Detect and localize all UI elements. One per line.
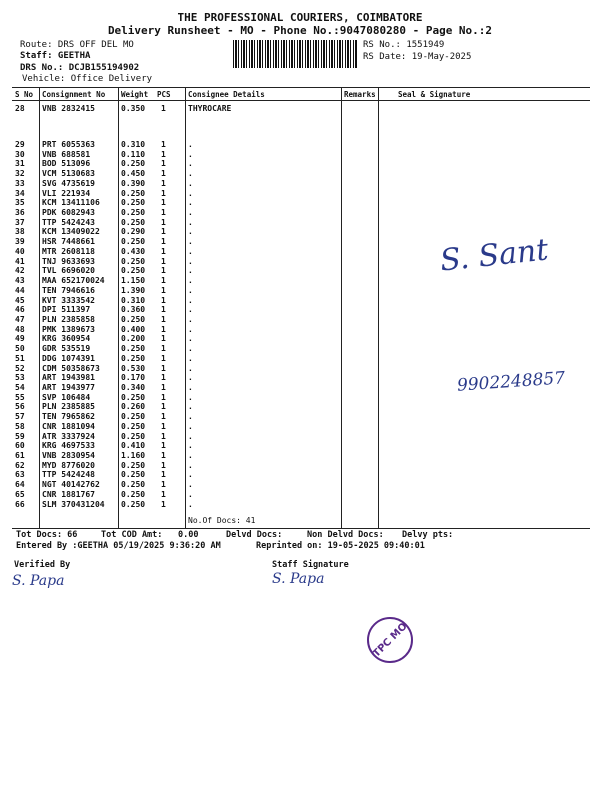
cell-sno: 34: [15, 188, 25, 198]
cell-sno: 57: [15, 412, 25, 422]
cell-pcs: 1: [161, 451, 166, 461]
cell-cons: TEN 7965862: [42, 412, 95, 422]
cell-details: .: [188, 305, 193, 315]
col-header-remarks: Remarks: [344, 90, 376, 99]
cell-wt: 0.390: [121, 178, 146, 188]
cell-pcs: 1: [161, 324, 166, 334]
runsheet-subtitle: Delivery Runsheet - MO - Phone No.:9047080280 - Page No.:2: [107, 24, 493, 37]
cell-cons: CNR 1881094: [42, 421, 95, 431]
cell-sno: 44: [15, 285, 25, 295]
cell-details: .: [188, 334, 193, 344]
cell-cons: BOD 513096: [42, 159, 91, 169]
cell-cons: VLI 221934: [42, 188, 91, 198]
cell-pcs: 1: [161, 266, 166, 276]
cell-details: .: [188, 412, 193, 422]
table-row: [12, 480, 341, 490]
cell-wt: 1.160: [121, 451, 146, 461]
cell-cons: VNB 688581: [42, 149, 91, 159]
cell-sno: 38: [15, 227, 25, 237]
cell-sno: 52: [15, 363, 25, 373]
barcode-image: [233, 40, 357, 68]
table-row: [12, 393, 341, 403]
cell-sno: 31: [15, 159, 25, 169]
cell-details: .: [188, 314, 193, 324]
cell-wt: 0.250: [121, 198, 146, 208]
cell-details: .: [188, 441, 193, 451]
cell-wt: 0.310: [121, 295, 146, 305]
cell-cons: MAA 652170024: [42, 276, 105, 286]
route-label: Route: DRS OFF DEL MO: [20, 40, 134, 50]
cell-wt: 0.170: [121, 373, 146, 383]
cell-details: .: [188, 421, 193, 431]
cell-pcs: 1: [161, 246, 166, 256]
cell-pcs: 1: [161, 295, 166, 305]
table-row: [12, 189, 341, 199]
cell-wt: 0.200: [121, 334, 146, 344]
cell-details: .: [188, 266, 193, 276]
cell-cons: KRG 360954: [42, 334, 91, 344]
cell-pcs: 1: [161, 460, 166, 470]
cell-details: .: [188, 392, 193, 402]
cell-sno: 59: [15, 431, 25, 441]
cell-wt: 0.250: [121, 217, 146, 227]
cell-cons: CNR 1881767: [42, 489, 95, 499]
cell-details: .: [188, 383, 193, 392]
cell-sno: 47: [15, 314, 25, 324]
cell-wt: 0.340: [121, 383, 146, 392]
cell-details: .: [188, 198, 193, 208]
entered-by: Entered By :GEETHA 05/19/2025 9:36:20 AM: [16, 541, 221, 551]
cell-sno: 64: [15, 480, 25, 490]
cell-wt: 0.250: [121, 256, 146, 266]
cell-pcs: 1: [161, 169, 166, 179]
cell-wt: 0.250: [121, 237, 146, 247]
cell-cons: PRT 6055363: [42, 140, 95, 149]
cell-wt: 1.150: [121, 276, 146, 286]
cell-details: .: [188, 140, 193, 149]
cell-sno: 46: [15, 305, 25, 315]
non-delivered-docs: Non Delvd Docs:: [307, 530, 384, 540]
cell-sno: 33: [15, 178, 25, 188]
rs-date: RS Date: 19-May-2025: [363, 52, 472, 62]
cell-pcs: 1: [161, 373, 166, 383]
col-header-consignment: Consignment No: [42, 90, 106, 99]
cell-sno: 35: [15, 198, 25, 208]
table-row: [12, 257, 341, 267]
cell-wt: 0.250: [121, 344, 146, 354]
cell-wt: 0.250: [121, 460, 146, 470]
cell-cons: PLN 2385858: [42, 314, 95, 324]
cell-sno: 41: [15, 256, 25, 266]
cell-details: .: [188, 470, 193, 480]
cell-pcs: 1: [161, 314, 166, 324]
cell-details: .: [188, 480, 193, 490]
cell-details: .: [188, 353, 193, 363]
rs-number: RS No.: 1551949: [363, 40, 445, 50]
cell-wt: 0.250: [121, 421, 146, 431]
table-row: [12, 490, 341, 500]
table-row: [12, 461, 341, 471]
cell-wt: 0.290: [121, 227, 146, 237]
cell-cons: PDK 6082943: [42, 208, 95, 218]
cell-sno: 51: [15, 353, 25, 363]
cell-sno: 55: [15, 392, 25, 402]
cell-sno: 48: [15, 324, 25, 334]
table-row: [12, 364, 341, 374]
cell-cons: KCM 13409022: [42, 227, 100, 237]
cell-wt: 0.400: [121, 324, 146, 334]
cell-pcs: 1: [161, 208, 166, 218]
cell-wt: 0.530: [121, 363, 146, 373]
cell-wt: 0.260: [121, 402, 146, 412]
cell-details: .: [188, 451, 193, 461]
cell-wt: 0.310: [121, 140, 146, 149]
cell-details: .: [188, 246, 193, 256]
cell-wt: 0.430: [121, 246, 146, 256]
cell-pcs: 1: [161, 285, 166, 295]
cell-wt: 0.250: [121, 266, 146, 276]
col-header-sno: S No: [15, 90, 34, 99]
cell-cons: TTP 5424243: [42, 217, 95, 227]
col-header-weight: Weight: [121, 90, 149, 99]
cell-pcs: 1: [161, 363, 166, 373]
table-row: [12, 247, 341, 257]
cell-cons: TNJ 9633693: [42, 256, 95, 266]
cell-sno: 49: [15, 334, 25, 344]
cell-pcs: 1: [161, 499, 166, 509]
cell-sno: 54: [15, 383, 25, 392]
cell-details: .: [188, 188, 193, 198]
table-row: [12, 315, 341, 325]
cell-sno: 62: [15, 460, 25, 470]
cell-sno: 58: [15, 421, 25, 431]
cell-cons: ART 1943981: [42, 373, 95, 383]
cell-sno: 37: [15, 217, 25, 227]
table-row: [12, 169, 341, 179]
staff-signature-label: Staff Signature: [272, 560, 349, 570]
staff-label: Staff: GEETHA: [20, 51, 91, 61]
cell-pcs: 1: [161, 256, 166, 266]
table-row: [12, 227, 341, 237]
cell-cons: DPI 511397: [42, 305, 91, 315]
table-row: [12, 432, 341, 442]
cell-pcs: 1: [161, 149, 166, 159]
cell-pcs: 1: [161, 305, 166, 315]
cell-pcs: 1: [161, 198, 166, 208]
cell-details: .: [188, 149, 193, 159]
cell-sno: 40: [15, 246, 25, 256]
cell-pcs: 1: [161, 227, 166, 237]
cell-pcs: 1: [161, 489, 166, 499]
cell-wt: 1.390: [121, 285, 146, 295]
table-row: [12, 344, 341, 354]
cell-wt: 0.250: [121, 480, 146, 490]
cell-cons: VNB 2830954: [42, 451, 95, 461]
table-header-divider: [12, 100, 590, 101]
cell-details: .: [188, 169, 193, 179]
table-row: [12, 451, 341, 461]
cell-pcs: 1: [161, 276, 166, 286]
table-row: [12, 373, 341, 383]
cell-wt: 0.450: [121, 169, 146, 179]
cell-details: .: [188, 227, 193, 237]
cell-pcs: 1: [161, 178, 166, 188]
column-divider: [378, 88, 379, 528]
cell-wt: 0.250: [121, 188, 146, 198]
cell-cons: ART 1943977: [42, 383, 95, 392]
cell-details: .: [188, 276, 193, 286]
cell-pcs: 1: [161, 353, 166, 363]
cell-cons: TEN 7946616: [42, 285, 95, 295]
cell-cons: TTP 5424248: [42, 470, 95, 480]
table-row: [12, 198, 341, 208]
cell-details: THYROCARE: [188, 104, 232, 113]
cell-cons: TVL 6696020: [42, 266, 95, 276]
cell-wt: 0.250: [121, 392, 146, 402]
cell-details: .: [188, 178, 193, 188]
cell-pcs: 1: [161, 421, 166, 431]
col-header-consignee: Consignee Details: [188, 90, 265, 99]
cell-pcs: 1: [161, 431, 166, 441]
recipient-signature: S. Sant: [438, 232, 550, 279]
cell-sno: 45: [15, 295, 25, 305]
total-docs: Tot Docs: 66: [16, 530, 78, 540]
table-row: [12, 218, 341, 228]
cell-cons: DDG 1074391: [42, 353, 95, 363]
cell-cons: NGT 40142762: [42, 480, 100, 490]
cell-details: .: [188, 431, 193, 441]
cell-pcs: 1: [161, 392, 166, 402]
cell-pcs: 1: [161, 480, 166, 490]
cell-cons: SVG 4735619: [42, 178, 95, 188]
table-row: [12, 305, 341, 315]
cell-sno: 65: [15, 489, 25, 499]
table-row: [12, 208, 341, 218]
table-row: [12, 470, 341, 480]
cell-details: .: [188, 295, 193, 305]
cell-sno: 28: [15, 104, 25, 113]
cell-sno: 60: [15, 441, 25, 451]
delivery-points: Delvy pts:: [402, 530, 454, 540]
cell-cons: SLM 370431204: [42, 499, 105, 509]
handwritten-phone: 9902248857: [456, 368, 566, 396]
cell-pcs: 1: [161, 237, 166, 247]
no-of-docs: No.Of Docs: 41: [188, 516, 256, 525]
cell-wt: 0.410: [121, 441, 146, 451]
table-row: [12, 140, 341, 150]
cell-wt: 0.110: [121, 149, 146, 159]
table-row: [12, 334, 341, 344]
cell-details: .: [188, 460, 193, 470]
cell-cons: PLN 2385885: [42, 402, 95, 412]
cell-sno: 39: [15, 237, 25, 247]
drs-number: DRS No.: DCJB155194902: [20, 63, 140, 73]
cell-details: .: [188, 499, 193, 509]
cell-wt: 0.250: [121, 159, 146, 169]
cell-details: .: [188, 363, 193, 373]
cell-details: .: [188, 402, 193, 412]
cell-details: .: [188, 373, 193, 383]
table-row: [12, 104, 341, 114]
cell-sno: 56: [15, 402, 25, 412]
cell-cons: ATR 3337924: [42, 431, 95, 441]
cell-wt: 0.250: [121, 431, 146, 441]
cell-sno: 29: [15, 140, 25, 149]
cell-cons: CDM 50358673: [42, 363, 100, 373]
cell-pcs: 1: [161, 159, 166, 169]
cell-details: .: [188, 256, 193, 266]
table-row: [12, 500, 341, 510]
cell-pcs: 1: [161, 412, 166, 422]
table-row: [12, 441, 341, 451]
cell-cons: KRG 4697533: [42, 441, 95, 451]
cell-cons: MYD 8776020: [42, 460, 95, 470]
cell-sno: 30: [15, 149, 25, 159]
verifier-signature: S. Papa: [12, 573, 65, 589]
cell-cons: SVP 106484: [42, 392, 91, 402]
cell-pcs: 1: [161, 140, 166, 149]
verified-by-label: Verified By: [14, 560, 71, 570]
cell-wt: 0.250: [121, 314, 146, 324]
cell-details: .: [188, 324, 193, 334]
cell-details: .: [188, 237, 193, 247]
cell-details: .: [188, 285, 193, 295]
cell-wt: 0.250: [121, 208, 146, 218]
cell-cons: VCM 5130683: [42, 169, 95, 179]
table-row: [12, 266, 341, 276]
cell-pcs: 1: [161, 217, 166, 227]
cell-cons: VNB 2832415: [42, 104, 95, 113]
total-cod-label: Tot COD Amt:: [101, 530, 163, 540]
table-row: [12, 325, 341, 335]
cell-sno: 42: [15, 266, 25, 276]
table-row: [12, 383, 341, 393]
col-header-seal-signature: Seal & Signature: [398, 90, 471, 99]
cell-wt: 0.250: [121, 499, 146, 509]
cell-details: .: [188, 344, 193, 354]
cell-pcs: 1: [161, 470, 166, 480]
cell-details: .: [188, 217, 193, 227]
delivered-docs: Delvd Docs:: [226, 530, 283, 540]
table-row: [12, 159, 341, 169]
column-divider: [341, 88, 342, 528]
cell-pcs: 1: [161, 402, 166, 412]
cell-pcs: 1: [161, 188, 166, 198]
table-row: [12, 412, 341, 422]
runsheet-table: [12, 87, 590, 529]
table-row: [12, 286, 341, 296]
cell-cons: MTR 2608118: [42, 246, 95, 256]
cell-sno: 43: [15, 276, 25, 286]
cell-cons: HSR 7448661: [42, 237, 95, 247]
cell-sno: 66: [15, 499, 25, 509]
cell-wt: 0.350: [121, 104, 146, 113]
cell-wt: 0.360: [121, 305, 146, 315]
cell-sno: 61: [15, 451, 25, 461]
table-row: [12, 422, 341, 432]
cell-details: .: [188, 159, 193, 169]
cell-wt: 0.250: [121, 489, 146, 499]
cell-pcs: 1: [161, 344, 166, 354]
cell-wt: 0.250: [121, 470, 146, 480]
total-cod-value: 0.00: [178, 530, 199, 540]
vehicle-label: Vehicle: Office Delivery: [22, 74, 153, 84]
col-header-pcs: PCS: [157, 90, 171, 99]
table-row: [12, 237, 341, 247]
cell-wt: 0.250: [121, 412, 146, 422]
cell-details: .: [188, 208, 193, 218]
cell-pcs: 1: [161, 441, 166, 451]
cell-pcs: 1: [161, 334, 166, 344]
cell-details: .: [188, 489, 193, 499]
cell-wt: 0.250: [121, 353, 146, 363]
reprinted-on: Reprinted on: 19-05-2025 09:40:01: [256, 541, 425, 551]
cell-pcs: 1: [161, 383, 166, 392]
table-row: [12, 150, 341, 160]
table-row: [12, 354, 341, 364]
cell-cons: KVT 3333542: [42, 295, 95, 305]
table-row: [12, 276, 341, 286]
table-row: [12, 296, 341, 306]
cell-sno: 50: [15, 344, 25, 354]
cell-cons: KCM 13411106: [42, 198, 100, 208]
staff-signature: S. Papa: [272, 571, 325, 587]
cell-sno: 36: [15, 208, 25, 218]
cell-cons: PMK 1389673: [42, 324, 95, 334]
table-row: [12, 402, 341, 412]
tpc-stamp: TPC MO: [357, 607, 422, 672]
cell-cons: GDR 535519: [42, 344, 91, 354]
table-row: [12, 179, 341, 189]
cell-sno: 32: [15, 169, 25, 179]
company-title: THE PROFESSIONAL COURIERS, COIMBATORE: [177, 11, 423, 24]
cell-sno: 63: [15, 470, 25, 480]
cell-sno: 53: [15, 373, 25, 383]
cell-pcs: 1: [161, 104, 166, 113]
